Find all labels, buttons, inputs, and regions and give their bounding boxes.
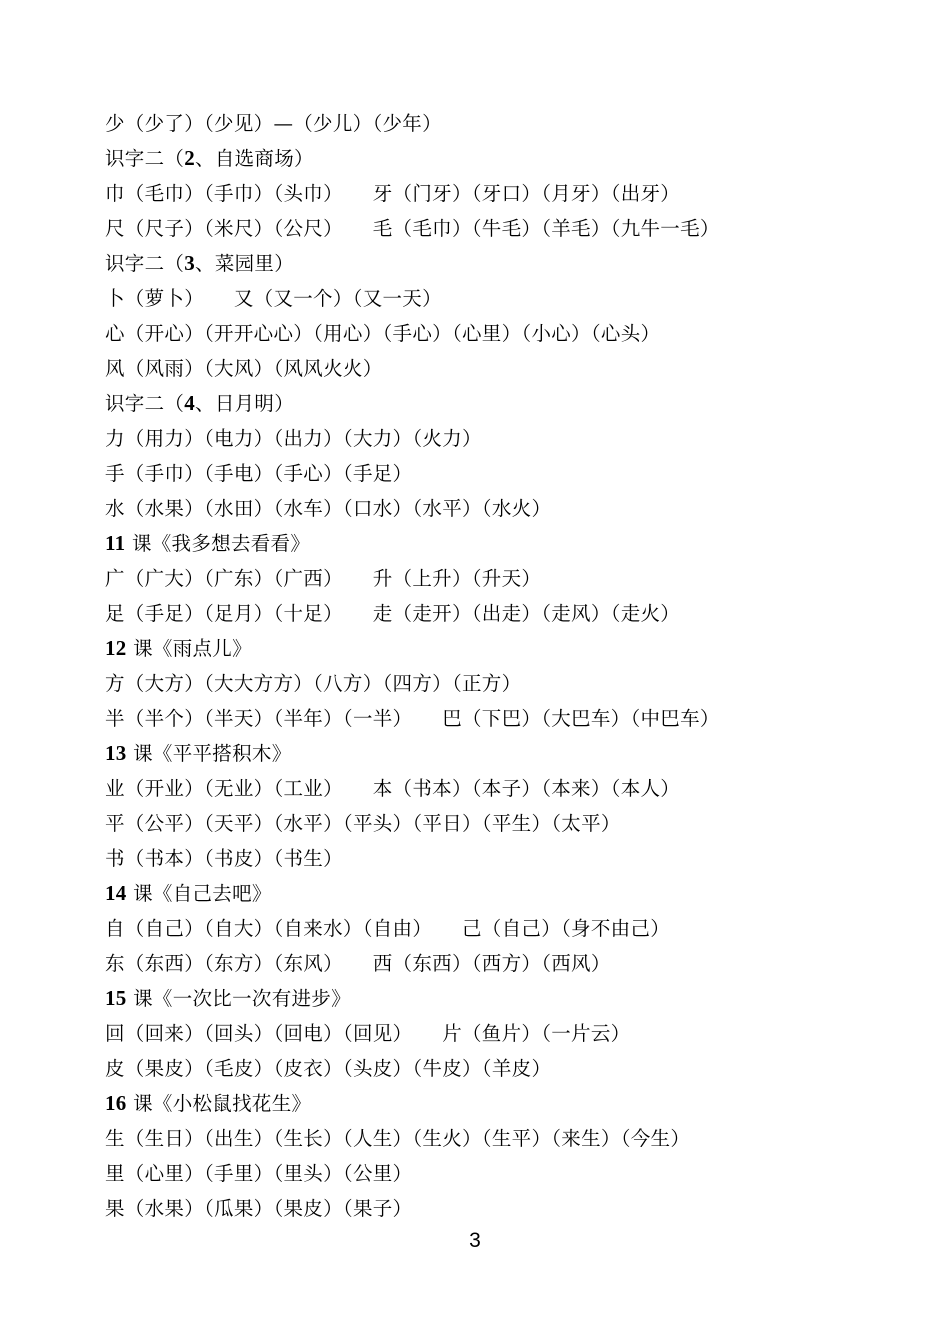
vocabulary-line: 半（半个）（半天）（半年）（一半） 巴（下巴）（大巴车）（中巴车） (105, 707, 720, 730)
lesson-number: 11 (105, 531, 126, 555)
heading-title: 课《我多想去看看》 (125, 532, 311, 555)
vocabulary-line: 果（水果）（瓜果）（果皮）（果子） (105, 1197, 413, 1220)
heading-title: 、日月明） (195, 392, 295, 415)
heading-prefix: 识字二（ (105, 147, 185, 170)
lesson-heading (105, 736, 905, 771)
vocabulary-line: 生（生日）（出生）（生长）（人生）（生火）（生平）（来生）（今生） (105, 1127, 691, 1150)
vocabulary-line: 回（回来）（回头）（回电）（回见） 片（鱼片）（一片云） (105, 1022, 631, 1045)
vocabulary-line: 巾（毛巾）（手巾）（头巾） 牙（门牙）（牙口）（月牙）（出牙） (105, 182, 681, 205)
lesson-heading (105, 876, 905, 911)
vocabulary-line: 心（开心）（开开心心）（用心）（手心）（心里）（小心）（心头） (105, 322, 661, 345)
heading-title: 课《一次比一次有进步》 (126, 987, 351, 1010)
vocabulary-line: 里（心里）（手里）（里头）（公里） (105, 1162, 413, 1185)
heading-title: 课《雨点儿》 (126, 637, 252, 660)
heading-prefix: 识字二（ (105, 252, 185, 275)
lesson-number: 16 (105, 1091, 127, 1115)
vocabulary-line: 平（公平）（天平）（水平）（平头）（平日）（平生）（太平） (105, 812, 621, 835)
vocabulary-line: 少（少了）（少见）—（少儿）（少年） (105, 112, 442, 135)
vocabulary-line: 方（大方）（大大方方）（八方）（四方）（正方） (105, 672, 522, 695)
lesson-number: 12 (105, 636, 127, 660)
vocabulary-line: 风（风雨）（大风）（风风火火） (105, 357, 383, 380)
lesson-heading (105, 141, 905, 176)
heading-title: 课《自己去吧》 (126, 882, 272, 905)
vocabulary-line: 书（书本）（书皮）（书生） (105, 847, 343, 870)
lesson-heading (105, 981, 905, 1016)
vocabulary-line: 自（自己）（自大）（自来水）（自由） 己（自己）（身不由己） (105, 917, 671, 940)
lesson-number: 4 (184, 391, 196, 415)
heading-title: 、自选商场） (195, 147, 314, 170)
vocabulary-line: 卜（萝卜） 又（又一个）（又一天） (105, 287, 442, 310)
vocabulary-list (105, 106, 905, 1226)
vocabulary-line: 皮（果皮）（毛皮）（皮衣）（头皮）（牛皮）（羊皮） (105, 1057, 552, 1080)
vocabulary-line: 尺（尺子）（米尺）（公尺） 毛（毛巾）（牛毛）（羊毛）（九牛一毛） (105, 217, 720, 240)
vocabulary-line: 东（东西）（东方）（东风） 西（东西）（西方）（西风） (105, 952, 611, 975)
heading-title: 课《平平搭积木》 (126, 742, 292, 765)
vocabulary-line: 广（广大）（广东）（广西） 升（上升）（升天） (105, 567, 542, 590)
vocabulary-line: 力（用力）（电力）（出力）（大力）（火力） (105, 427, 482, 450)
lesson-number: 13 (105, 741, 127, 765)
vocabulary-line: 手（手巾）（手电）（手心）（手足） (105, 462, 413, 485)
lesson-heading (105, 631, 905, 666)
heading-title: 课《小松鼠找花生》 (126, 1092, 312, 1115)
lesson-number: 2 (184, 146, 196, 170)
vocabulary-line: 业（开业）（无业）（工业） 本（书本）（本子）（本来）（本人） (105, 777, 681, 800)
vocabulary-line: 水（水果）（水田）（水车）（口水）（水平）（水火） (105, 497, 552, 520)
lesson-heading (105, 1086, 905, 1121)
lesson-number: 14 (105, 881, 127, 905)
lesson-heading (105, 386, 905, 421)
lesson-heading (105, 526, 905, 561)
vocabulary-line: 足（手足）（足月）（十足） 走（走开）（出走）（走风）（走火） (105, 602, 681, 625)
page-number: 3 (469, 1229, 481, 1252)
heading-prefix: 识字二（ (105, 392, 185, 415)
lesson-number: 3 (184, 251, 196, 275)
lesson-number: 15 (105, 986, 127, 1010)
lesson-heading (105, 246, 905, 281)
heading-title: 、菜园里） (195, 252, 295, 275)
